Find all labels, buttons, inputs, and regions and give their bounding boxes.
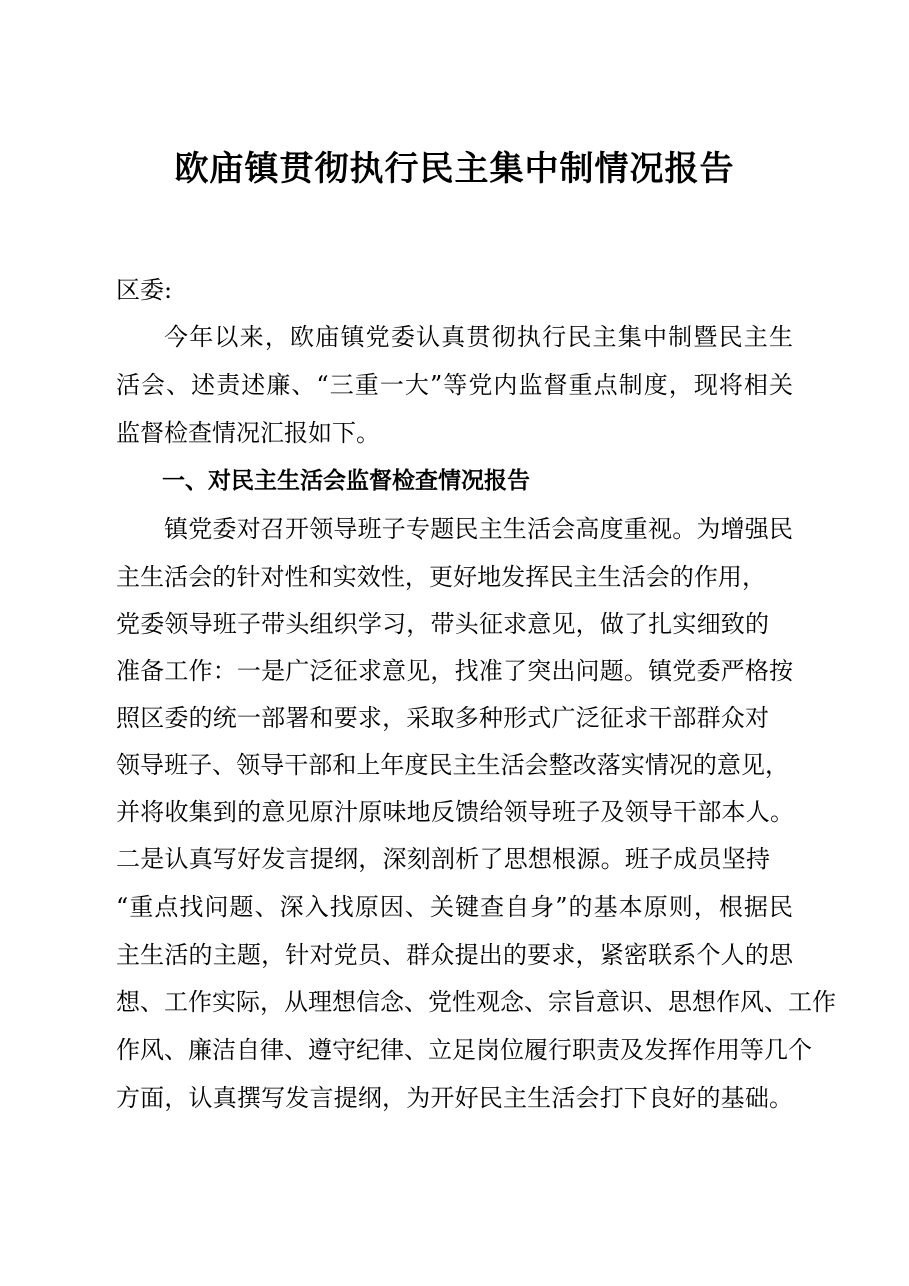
paragraph-line: 镇党委对召开领导班子专题民主生活会高度重视。为增强民 <box>164 515 793 543</box>
section-heading: 一、对民主生活会监督检查情况报告 <box>162 468 530 494</box>
paragraph-line: 党委领导班子带头组织学习，带头征求意见，做了扎实细致的 <box>116 610 769 638</box>
paragraph-line: 监督检查情况汇报如下。 <box>116 419 380 447</box>
paragraph-line: 主生活会的针对性和实效性，更好地发挥民主生活会的作用， <box>116 563 766 591</box>
paragraph-line: 领导班子、领导干部和上年度民主生活会整改落实情况的意见， <box>116 751 789 779</box>
paragraph-line: 作风、廉洁自律、遵守纪律、立足岗位履行职责及发挥作用等几个 <box>116 1036 812 1064</box>
paragraph-line: 准备工作：一是广泛征求意见，找准了突出问题。镇党委严格按 <box>116 657 793 685</box>
paragraph-line: 照区委的统一部署和要求，采取多种形式广泛征求干部群众对 <box>116 704 769 732</box>
salutation: 区委: <box>116 276 173 304</box>
paragraph-line: 今年以来，欧庙镇党委认真贯彻执行民主集中制暨民主生 <box>164 323 793 351</box>
paragraph-line: 方面，认真撰写发言提纲，为开好民主生活会打下良好的基础。 <box>116 1084 793 1112</box>
paragraph-line: “重点找问题、深入找原因、关键查自身”的基本原则，根据民 <box>116 893 793 921</box>
paragraph-line: 活会、述责述廉、“三重一大”等党内监督重点制度，现将相关 <box>116 371 793 399</box>
paragraph-line: 并将收集到的意见原汁原味地反馈给领导班子及领导干部本人。 <box>116 798 794 826</box>
paragraph-line: 主生活的主题，针对党员、群众提出的要求，紧密联系个人的思 <box>116 941 793 969</box>
paragraph-line: 想、工作实际，从理想信念、党性观念、宗旨意识、思想作风、工作 <box>116 988 836 1016</box>
paragraph-line: 二是认真写好发言提纲，深刻剖析了思想根源。班子成员坚持 <box>116 845 770 873</box>
document-title: 欧庙镇贯彻执行民主集中制情况报告 <box>174 149 735 189</box>
